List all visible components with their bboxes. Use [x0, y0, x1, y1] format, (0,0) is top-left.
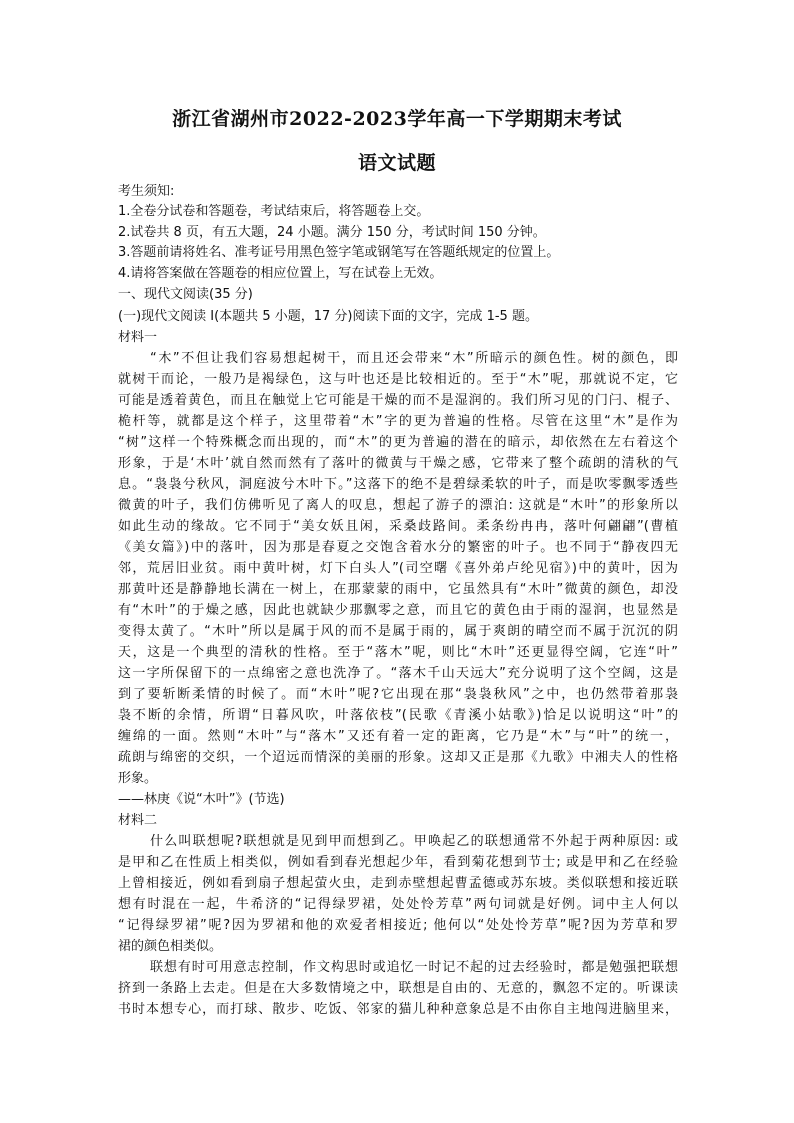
notice-item: 4.请将答案做在答题卷的相应位置上，写在试卷上无效。 — [118, 266, 443, 281]
text-line: 天，这是一个典型的清秋的性格。至于“落木”呢，则比“木叶”还更显得空阔，它连“叶” — [118, 645, 678, 660]
text-line: 联想有时可用意志控制，作文构思时或追忆一时记不起的过去经验时，都是勉强把联想 — [150, 960, 678, 975]
material-label: 材料二 — [118, 813, 158, 828]
text-line: “树”这样一个特殊概念而出现的，而“木”的更为普遍的潜在的暗示，却依然在左右着这个 — [118, 435, 678, 450]
text-line: 挤到一条路上去走。但是在大多数情境之中，联想是自由的、无意的，飘忽不定的。听课读 — [118, 981, 678, 996]
section-heading: 一、现代文阅读(35 分) — [118, 287, 253, 302]
text-line: 到了要斩断柔情的时候了。而“木叶”呢?它出现在那“袅袅秋风”之中，也仍然带着那袅 — [118, 687, 678, 702]
text-line: 那黄叶还是静静地长满在一树上，在那蒙蒙的雨中，它虽然具有“木叶”微黄的颜色，却没 — [118, 582, 678, 597]
text-line: 形象，于是‘木叶’就自然而然有了落叶的微黄与干燥之感，它带来了整个疏朗的清秋的气 — [118, 456, 678, 471]
text-line: “记得绿罗裙”呢?因为罗裙和他的欢爱者相接近; 他何以“处处怜芳草”呢?因为芳草和罗 — [118, 918, 678, 933]
text-line: “木”不但让我们容易想起树干，而且还会带来“木”所暗示的颜色性。树的颜色，即 — [150, 351, 678, 366]
text-line: 变得太黄了。“木叶”所以是属于风的而不是属于雨的，属于爽朗的晴空而不属于沉沉的阴 — [118, 624, 678, 639]
text-line: 息。“袅袅兮秋风，洞庭波兮木叶下。”这落下的绝不是碧绿柔软的叶子，而是吹零飘零透些 — [118, 477, 678, 492]
text-line: 邻，荒居旧业贫。雨中黄叶树，灯下白头人”(司空曙《喜外弟卢纶见宿》)中的黄叶，因为 — [118, 561, 678, 576]
text-line: 上曾相接近，例如看到扇子想起萤火虫，走到赤壁想起曹孟德或苏东坡。类似联想和接近联 — [118, 876, 678, 891]
notice-heading: 考生须知: — [118, 184, 175, 199]
text-line: 桅杆等，就都是这个样子，这里带着“木”字的更为普遍的性格。尽管在这里“木”是作为 — [118, 414, 678, 429]
text-line: 《美女篇》)中的落叶，因为那是春夏之交饱含着水分的繁密的叶子。也不同于“静夜四无 — [118, 540, 678, 555]
notice-item: 2.试卷共 8 页，有五大题，24 小题。满分 150 分，考试时间 150 分钟。 — [118, 225, 546, 240]
text-line: 什么叫联想呢?联想就是见到甲而想到乙。甲唤起乙的联想通常不外起于两种原因: 或 — [150, 834, 678, 849]
material-label: 材料一 — [118, 330, 158, 345]
text-line: 就树干而论，一般乃是褐绿色，这与叶也还是比较相近的。至于“木”呢，那就说不定，它 — [118, 372, 678, 387]
text-line: 裙的颜色相类似。 — [118, 939, 223, 954]
text-line: 想有时混在一起，牛希济的“记得绿罗裙，处处怜芳草”两句词就是好例。词中主人何以 — [118, 897, 678, 912]
text-line: 疏朗与绵密的交织，一个迢远而情深的美丽的形象。这却又正是那《九歌》中湘夫人的性格 — [118, 750, 678, 765]
text-line: 形象。 — [118, 771, 158, 786]
text-line: 书时本想专心，而打球、散步、吃饭、邻家的猫儿种种意象总是不由你自主地闯进脑里来， — [118, 1002, 678, 1017]
exam-subtitle: 语文试题 — [357, 152, 436, 174]
text-line: 这一字所保留下的一点绵密之意也洗净了。“落木千山天远大”充分说明了这个空阔，这是 — [118, 666, 678, 681]
text-line: 微黄的叶子，我们仿佛听见了离人的叹息，想起了游子的漂泊: 这就是“木叶”的形象所以 — [118, 498, 678, 513]
exam-title: 浙江省湖州市2022-2023学年高一下学期期末考试 — [172, 108, 622, 130]
text-line: 如此生动的缘故。它不同于“美女妖且闲，采桑歧路间。柔条纷冉冉，落叶何翩翩”(曹植 — [118, 519, 678, 534]
subsection-heading: (一)现代文阅读 I(本题共 5 小题，17 分)阅读下面的文字，完成 1-5 题。 — [118, 309, 538, 324]
notice-item: 1.全卷分试卷和答题卷，考试结束后，将答题卷上交。 — [118, 204, 430, 219]
text-line: 可能是透着黄色，而且在触觉上它可能是干燥的而不是湿润的。我们所习见的门闩、棍子、 — [118, 393, 678, 408]
text-line: 袅不断的余情，所谓“日暮风吹，叶落依枝”(民歌《青溪小姑歌》)恰足以说明这“叶”的 — [118, 708, 678, 723]
text-line: 缠绵的一面。然则“木叶”与“落木”又还有着一定的距离，它乃是“木”与“叶”的统一， — [118, 729, 678, 744]
text-line: 是甲和乙在性质上相类似，例如看到春光想起少年，看到菊花想到节士; 或是甲和乙在经验 — [118, 855, 678, 870]
text-line: 有“木叶”的于燥之感，因此也就缺少那飘零之意，而且它的黄色由于雨的湿润，也显然是 — [118, 603, 678, 618]
source-citation: ——林庚《说“木叶”》(节选) — [118, 792, 285, 807]
notice-item: 3.答题前请将姓名、准考证号用黑色签字笔或钢笔写在答题纸规定的位置上。 — [118, 245, 560, 260]
